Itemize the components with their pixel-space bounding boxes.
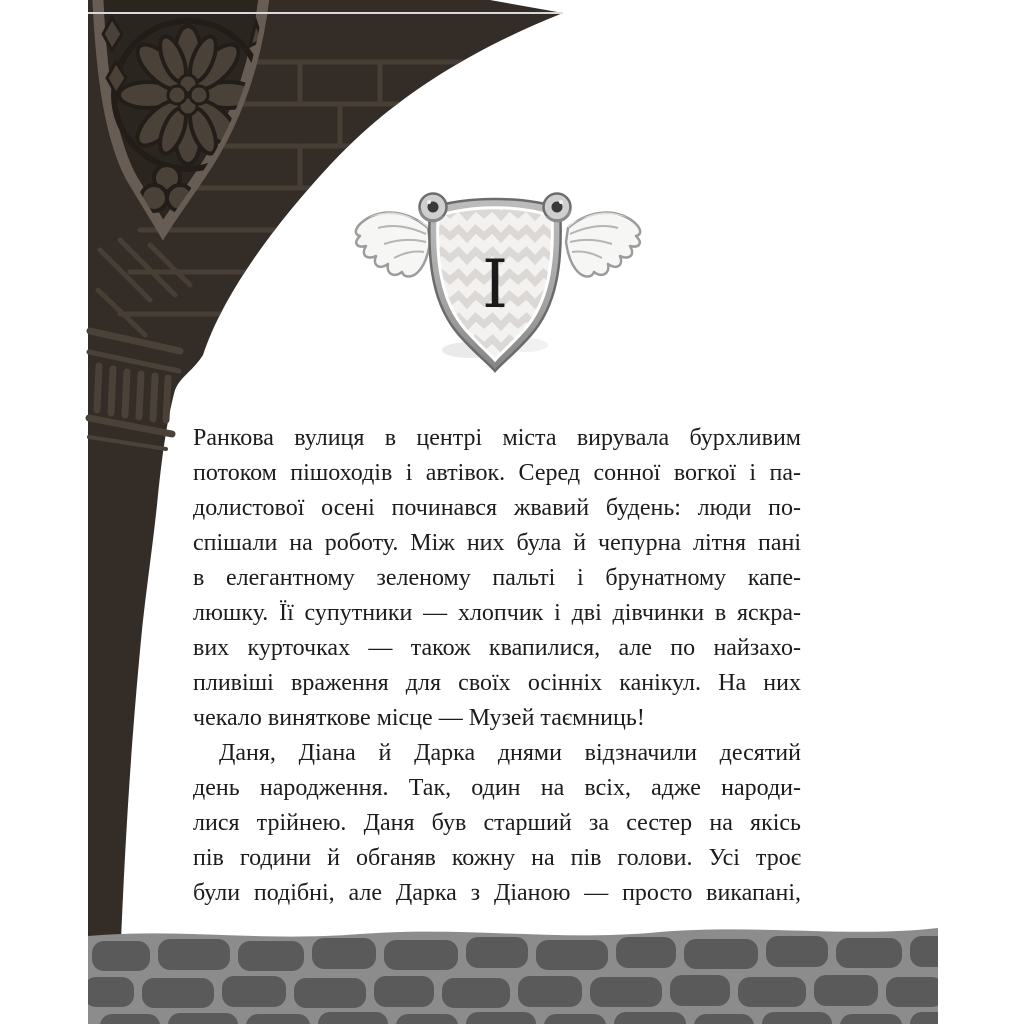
text-line: долистової осені починався жвавий будень: люди по-	[193, 495, 801, 521]
left-wing-icon	[356, 213, 430, 277]
winged-shield-icon	[348, 178, 648, 378]
cobblestone-ground	[84, 928, 950, 1024]
text-line: день народження. Так, один на всіх, адже народи-	[193, 775, 801, 801]
text-line: вих курточках — також квапилися, але по найзахо-	[193, 635, 801, 661]
text-line: Даня, Діана й Дарка днями відзначили десятий	[219, 740, 801, 766]
story-text	[193, 421, 801, 911]
paragraph-2	[193, 736, 801, 911]
chapter-emblem	[348, 178, 648, 378]
text-line: чекало виняткове місце — Музей таємниць!	[193, 705, 645, 731]
text-line: були подібні, але Дарка з Діаною — просто викапані,	[193, 880, 801, 906]
text-line: лися трійнею. Даня був старший за сестер на якісь	[193, 810, 801, 836]
text-line: потоком пішоходів і автівок. Серед сонної вогкої і па-	[193, 460, 801, 486]
text-line: люшку. Її супутники — хлопчик і дві дівчинки в яскра-	[193, 600, 801, 626]
scroll-curl-left	[420, 194, 447, 221]
scroll-curl-right	[544, 194, 571, 221]
text-line: Ранкова вулиця в центрі міста вирувала бурхливим	[193, 425, 801, 451]
text-line: пливіші враження для своїх осінніх канікул. На них	[193, 670, 801, 696]
text-line: пів години й обганяв кожну на пів голови. Усі троє	[193, 845, 801, 871]
text-line: спішали на роботу. Між них була й чепурна літня пані	[193, 530, 801, 556]
paragraph-1	[193, 421, 801, 736]
right-wing-icon	[566, 213, 640, 277]
text-line: в елегантному зеленому пальті і брунатному капе-	[193, 565, 801, 591]
chapter-numeral: I	[481, 246, 509, 323]
